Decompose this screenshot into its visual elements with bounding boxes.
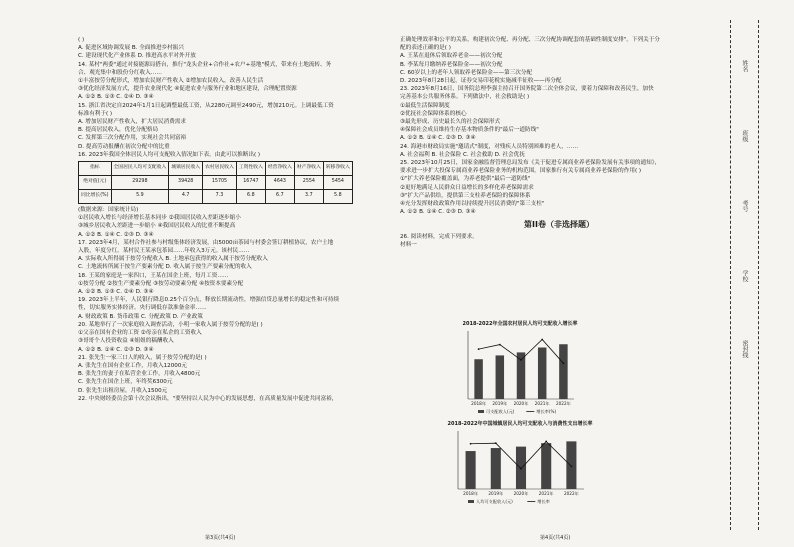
x-tick-label: 2022年 <box>563 491 579 496</box>
question-line: ①父亲在国有企业的工资 ②母亲在私企的工资收入 <box>78 330 202 337</box>
right-column <box>400 36 718 249</box>
binding-label: 姓名 <box>741 60 748 72</box>
question-line: D. 提高劳动报酬在初次分配中的比重 <box>78 143 170 150</box>
table-cell: 5.9 <box>111 190 169 204</box>
bar <box>466 451 476 489</box>
question-line: A. 张先生在国有企业工作，月收入12000元 <box>78 362 187 369</box>
line-point <box>520 359 522 361</box>
left-page-footer: 第3页(共4页) <box>205 535 236 541</box>
question-line: ①按劳分配 ②按生产要素分配 ③按劳动要素分配 ④按资本要素分配 <box>78 280 244 287</box>
question-line: C. 发挥第三次分配作用，实现社会共同富裕 <box>78 135 187 142</box>
chart-1-svg <box>450 327 590 417</box>
question-line: 16. 2023年我国全体居民人均可支配收入情况如下表。由此可以推断出( ) <box>78 151 261 158</box>
question-line: ①"扩大养老保险覆盖面，为养老提供"最后一道防线" <box>400 176 531 183</box>
binding-label: 密封线 <box>741 340 748 358</box>
x-tick-label: 2019年 <box>492 401 508 406</box>
x-tick-label: 2018年 <box>463 491 479 496</box>
chart-1-title: 2018-2022年全国农村居民人均可支配收入增长率 <box>462 321 578 327</box>
line-point <box>545 441 547 443</box>
question-line: ③优化经济发展方式，提升农业现代化 ④促进农业与服务行业和地区建设，合理配置资源 <box>78 86 297 93</box>
question-line: A. ①② B. ①④ C. ②③ D. ③④ <box>400 135 476 142</box>
left-bottom-text <box>78 206 383 403</box>
question-line: ④保障社会成员维持生存基本物质条件的"最后一道防线" <box>400 127 539 134</box>
bar <box>491 448 501 489</box>
table-row <box>79 176 353 190</box>
line-point <box>478 348 480 350</box>
table-header-row <box>79 162 353 176</box>
right-page-footer: 第4页(共4页) <box>540 535 571 541</box>
table-cell: 16747 <box>236 176 265 190</box>
question-line: ④充分发挥财政政策作用以持续提升居民消费的"第三支柱" <box>400 201 545 208</box>
question-line: 24. 海港市财政局实施"邀请式"制度，对残疾人员特别困难的老人，…… <box>400 143 579 150</box>
binding-dashed-line <box>730 20 731 530</box>
right-text <box>400 36 718 216</box>
question-line: 要求进一步扩大投保专属商业养老保险业务的机构范围。国家推行有关专属商业养老保险的作用( ) <box>400 168 642 175</box>
question-line: 15. 浙江省决定自2024年1月1日起调整最低工资，从2280元调至2490元，增加210元。上调最低工资 <box>78 102 334 109</box>
x-tick-label: 2020年 <box>513 401 529 406</box>
question-line: A. 王某在退休后领取养老金——初次分配 <box>400 53 503 60</box>
bar <box>541 443 551 489</box>
table-row <box>79 190 353 204</box>
line-point <box>499 344 501 346</box>
question-line: ①最低生活保障制度 <box>400 102 450 109</box>
question-line: C. 土地流转所属于按生产要素分配 D. 收入属于按生产要素分配的收入 <box>78 264 252 271</box>
question-line: A. ①② B. ①④ C. ②③ D. ③④ <box>400 209 476 216</box>
binding-label: 班级 <box>741 130 748 142</box>
question-line: 25. 2023年10月25日，国家金融监督管理总局发布《关于促进专属商业养老保险发展有关事项的通知》， <box>400 160 661 167</box>
table-cell: 39428 <box>169 176 203 190</box>
table-header-cell: 转移净收入 <box>323 162 352 176</box>
binding-strip <box>728 0 794 547</box>
question-line: 标准有利于( ) <box>78 110 113 117</box>
question-line: A. 社会福利 B. 社会保险 C. 社会救助 D. 社会优抚 <box>400 151 525 158</box>
question-line: 21. 张先生一家三口人的收入，属于按劳分配的是( ) <box>78 354 207 361</box>
binding-label: 考号 <box>741 200 748 212</box>
line-point <box>541 339 543 341</box>
income-table <box>78 161 353 204</box>
line-point <box>520 468 522 470</box>
question-line: A. 财政政策 B. 货币政策 C. 分配政策 D. 产业政策 <box>78 313 203 320</box>
table-cell: 29298 <box>111 176 169 190</box>
binding-label: 学校 <box>741 270 748 282</box>
line-point <box>563 362 565 364</box>
question-line: ②更好地满足人民群众日益增长的多样化养老保障需求 <box>400 184 534 191</box>
section-title: 第II卷（非选择题） <box>524 220 594 230</box>
table-header-cell: 财产净收入 <box>294 162 323 176</box>
question-line: ③城乡居民收入差距进一步缩小 ④我国居民收入的比重不断提高 <box>78 223 236 230</box>
legend-bar-swatch <box>468 500 474 503</box>
question-line: B. 李某每月缴纳养老保险金——初次分配 <box>400 61 503 68</box>
table-cell: 6.8 <box>236 190 265 204</box>
table-cell: 4643 <box>265 176 294 190</box>
chart-1 <box>450 320 590 421</box>
question-line: A. ①② B. ①④ C. ②③ D. ③④ <box>78 231 154 238</box>
question-line: 20. 某地举行了一次家庭收入调查活动，小明一家收入属于按劳分配的是( ) <box>78 321 263 328</box>
question-line: ③"扩大产品供给，提供第三支柱养老保险的保障体系 <box>400 192 531 199</box>
question-line: 正确处理效率和公平的关系，构建初次分配、再分配、三次分配协调配套的基础性制度安排"。下列关于分 <box>400 37 660 43</box>
question-line: B. 张先生的妻子在私营企业工作，月收入4800元 <box>78 371 201 378</box>
question-line: (数据来源：国家统计局) <box>78 207 139 214</box>
question-line: 14. 某村"两委"通过对接能源局搭台，推行"龙头企业+合作社+农户+基地"模式，带来有土地流转、务 <box>78 61 332 68</box>
table-cell: 5.8 <box>323 190 352 204</box>
legend-bar-label: 可支配收入(元) <box>486 409 515 414</box>
table-cell: 7.3 <box>203 190 237 204</box>
question-line: 17. 2023年4月，某村合作社参与村级集体经济发展，由5000亩茶园与村委会签订耕植协议，农户土地 <box>78 239 334 246</box>
question-line: 完善基本公共服务体系。下列做法中，社会救助是( ) <box>400 94 530 101</box>
question-line: ②优抚社会保障体系的核心 <box>400 110 467 117</box>
bar <box>496 355 504 399</box>
question-line: 性，切实服务实体经济。央行调低存款准备金率…… <box>78 305 207 312</box>
question-line: 23. 2023年8月16日，国务院总理李强主持召开国务院第二次全体会议，要着力保障和改善民生，加快 <box>400 86 654 93</box>
line-point <box>571 465 573 467</box>
left-top-text <box>78 36 383 159</box>
question-line: 19. 2023年上半年，人民银行降息0.25个百分点，释放长期流动性，增强信贷总量增长的稳定性和可持续 <box>78 297 340 304</box>
question-line: C. 60岁以上的老年人领取养老保险金——第三次分配 <box>400 69 533 76</box>
material-label: 材料一 <box>400 241 417 248</box>
question-line: A. 促进区域协调发展 B. 全面推进乡村振兴 <box>78 45 184 52</box>
x-tick-label: 2019年 <box>488 491 504 496</box>
question-line: ①居民收入增长与经济增长基本同步 ②我国居民收入差距逐步缩小 <box>78 215 241 222</box>
table-header-cell: 全国居民人均可支配收入 <box>111 162 169 176</box>
legend-bar-swatch <box>478 410 484 413</box>
bar <box>474 359 482 399</box>
question-line: ①丰富按劳分配形式，增加农民财产性收入 ②增加农民收入，改善人民生活 <box>78 78 264 85</box>
question-line: D. 张先生出租房屋，月收入1500元 <box>78 387 168 394</box>
question-line: B. 提高居民收入，优化分配格局 <box>78 127 159 134</box>
question-line: C. 建设现代化产业体系 D. 推进高水平对外开放 <box>78 53 196 60</box>
legend-line-label: 增长率 <box>537 499 550 504</box>
question-line: 合、观光集中和股份分红收入…… <box>78 69 162 76</box>
question-line: 22. 中央财经委员会第十次会议指出，"要坚持以人民为中心的发展思想，在高质量发展中促进共同富裕， <box>78 395 338 402</box>
question-line: 入股，年度分红。某村民王某承包茶园……年收入3万元。该村民…… <box>78 248 250 255</box>
table-cell: 6.7 <box>265 190 294 204</box>
question-line: A. ①② B. ①③ C. ②④ D. ③④ <box>78 94 154 101</box>
line-point <box>470 443 472 445</box>
question-line: 18. 王某的家庭是一家四口，王某在国企上班，每月工资…… <box>78 272 229 279</box>
x-tick-label: 2022年 <box>555 401 571 406</box>
question-line: A. ①② B. ①③ C. ②④ D. ③④ <box>78 289 154 296</box>
table-header-cell: 经营净收入 <box>265 162 294 176</box>
x-tick-label: 2018年 <box>471 401 487 406</box>
left-column <box>78 36 383 403</box>
question-line: C. 张先生在国企上班，年终奖6300元 <box>78 379 173 386</box>
bar <box>538 348 546 399</box>
x-tick-label: 2020年 <box>513 491 529 496</box>
question-line: A. 实际收入所得属于按劳分配收入 B. 土地承包获得的收入属于按劳分配收入 <box>78 256 268 263</box>
legend-line-label: 增长率(%) <box>536 409 557 414</box>
table-header-cell: 城镇居民收入 <box>169 162 203 176</box>
table-body <box>79 176 353 204</box>
question-line: 配的表述正确的是( ) <box>400 45 451 52</box>
bar <box>559 344 567 399</box>
chart-2-title: 2018-2022年中国城镇居民人均可支配收入与消费性支出增长率 <box>447 421 593 427</box>
chart-2-svg <box>440 427 600 507</box>
table-cell: 绝对值(元) <box>79 176 112 190</box>
question-line: A. 增加居民财产性收入，扩大居民消费需求 <box>78 119 186 126</box>
legend-bar-label: 人均可支配收入(元) <box>476 499 513 504</box>
table-header-cell: 指标 <box>79 162 112 176</box>
question-line: ③哥哥个人投资收益 ④姐姐的稿酬收入 <box>78 338 174 345</box>
line-point <box>495 442 497 444</box>
table-cell: 5454 <box>323 176 352 190</box>
table-cell: 同比增长(%) <box>79 190 112 204</box>
question-line: A. ①② B. ①④ C. ②③ D. ③④ <box>78 346 154 353</box>
question-line: D. 2023年8月28日起，证券交易印花税实施减半征收——再分配 <box>400 78 562 85</box>
table-cell: 4.7 <box>169 190 203 204</box>
x-tick-label: 2021年 <box>534 401 550 406</box>
question-26: 26. 阅读材料，完成下列要求。 <box>400 233 478 240</box>
binding-dashed-line-2 <box>758 20 759 530</box>
table-header-cell: 工资性收入 <box>236 162 265 176</box>
table-cell: 3.7 <box>294 190 323 204</box>
table-cell: 2554 <box>294 176 323 190</box>
chart-2 <box>440 420 600 511</box>
question-line: ③最先形成、历史最长久的社会保障形式 <box>400 119 501 126</box>
bar <box>566 441 576 489</box>
table-header-cell: 农村居民收入 <box>203 162 237 176</box>
x-tick-label: 2021年 <box>538 491 554 496</box>
table-cell: 15705 <box>203 176 237 190</box>
question-line: ( ) <box>78 37 85 43</box>
